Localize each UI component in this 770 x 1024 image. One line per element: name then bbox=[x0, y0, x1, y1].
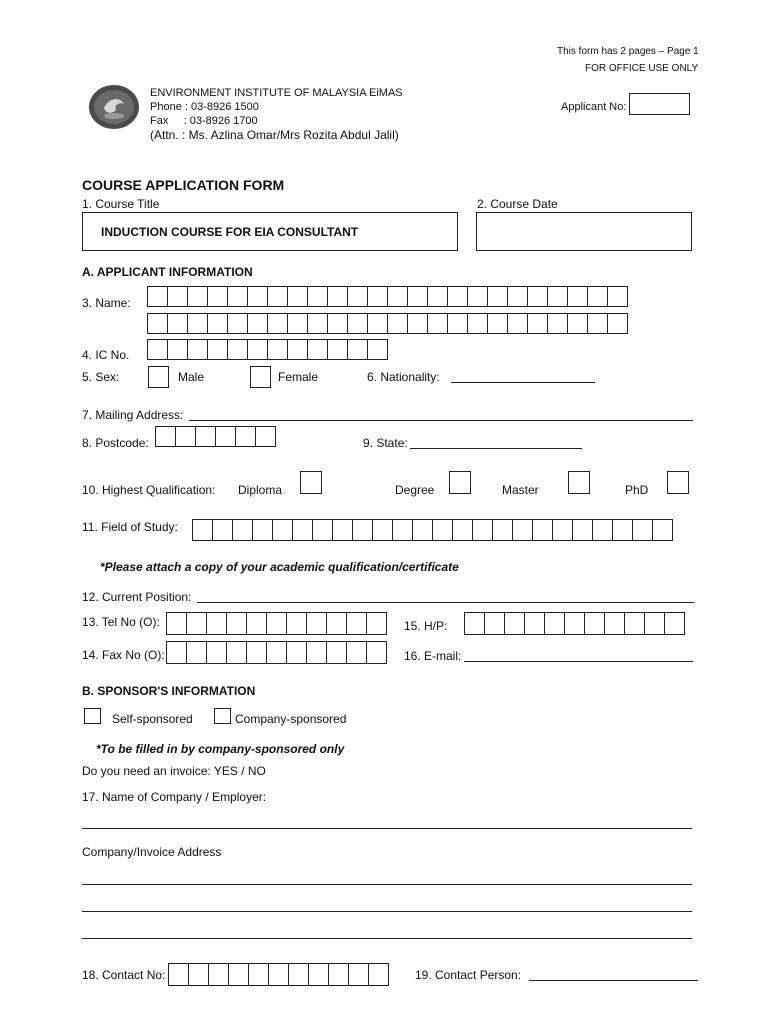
char-box[interactable] bbox=[452, 519, 473, 541]
course-title-value: INDUCTION COURSE FOR EIA CONSULTANT bbox=[101, 225, 359, 239]
char-box[interactable] bbox=[584, 612, 605, 635]
field-boxes[interactable] bbox=[192, 519, 673, 541]
char-box[interactable] bbox=[166, 612, 187, 635]
char-box[interactable] bbox=[175, 426, 196, 447]
section-a-heading: A. APPLICANT INFORMATION bbox=[82, 265, 253, 279]
char-box[interactable] bbox=[306, 612, 327, 635]
char-box[interactable] bbox=[587, 286, 608, 307]
org-fax: Fax : 03-8926 1700 bbox=[150, 115, 258, 127]
char-box[interactable] bbox=[272, 519, 293, 541]
char-box[interactable] bbox=[366, 612, 387, 635]
male-label: Male bbox=[178, 370, 205, 384]
char-box[interactable] bbox=[544, 612, 565, 635]
char-box[interactable] bbox=[407, 286, 428, 307]
char-box[interactable] bbox=[327, 339, 348, 360]
char-box[interactable] bbox=[624, 612, 645, 635]
char-box[interactable] bbox=[287, 313, 308, 334]
char-box[interactable] bbox=[247, 286, 268, 307]
org-name: ENVIRONMENT INSTITUTE OF MALAYSIA EiMAS bbox=[150, 87, 403, 99]
char-box[interactable] bbox=[527, 313, 548, 334]
nationality-field[interactable] bbox=[451, 382, 595, 383]
mailing-field[interactable] bbox=[189, 420, 693, 421]
tel-boxes[interactable] bbox=[166, 612, 387, 635]
fax-label: 14. Fax No (O): bbox=[82, 648, 165, 662]
char-box[interactable] bbox=[327, 313, 348, 334]
char-box[interactable] bbox=[195, 426, 216, 447]
invoice-question: Do you need an invoice: YES / NO bbox=[82, 764, 266, 778]
char-box[interactable] bbox=[268, 963, 289, 986]
name-label: 3. Name: bbox=[82, 296, 131, 310]
char-box[interactable] bbox=[567, 286, 588, 307]
char-box[interactable] bbox=[607, 313, 628, 334]
char-box[interactable] bbox=[644, 612, 665, 635]
char-box[interactable] bbox=[186, 641, 207, 664]
applicant-no-label: Applicant No: bbox=[561, 101, 627, 113]
char-box[interactable] bbox=[487, 313, 508, 334]
char-box[interactable] bbox=[564, 612, 585, 635]
course-title-field[interactable] bbox=[82, 212, 458, 251]
char-box[interactable] bbox=[472, 519, 493, 541]
char-box[interactable] bbox=[207, 339, 228, 360]
male-checkbox[interactable] bbox=[148, 366, 169, 388]
char-box[interactable] bbox=[604, 612, 625, 635]
char-box[interactable] bbox=[412, 519, 433, 541]
qualification-label: 10. Highest Qualification: bbox=[82, 483, 216, 497]
char-box[interactable] bbox=[512, 519, 533, 541]
address-line-1[interactable] bbox=[82, 884, 692, 885]
char-box[interactable] bbox=[527, 286, 548, 307]
char-box[interactable] bbox=[447, 313, 468, 334]
char-box[interactable] bbox=[228, 963, 249, 986]
diploma-label: Diploma bbox=[238, 483, 283, 497]
char-box[interactable] bbox=[387, 313, 408, 334]
char-box[interactable] bbox=[367, 339, 388, 360]
sex-label: 5. Sex: bbox=[82, 370, 120, 384]
company-note: *To be filled in by company-sponsored only bbox=[96, 742, 345, 756]
postcode-boxes[interactable] bbox=[155, 426, 276, 447]
course-title-label: 1. Course Title bbox=[82, 197, 160, 211]
char-box[interactable] bbox=[547, 286, 568, 307]
female-label: Female bbox=[278, 370, 319, 384]
char-box[interactable] bbox=[187, 313, 208, 334]
company-sponsored-checkbox[interactable] bbox=[214, 708, 231, 724]
char-box[interactable] bbox=[307, 313, 328, 334]
name-boxes-row-1[interactable] bbox=[147, 286, 628, 307]
char-box[interactable] bbox=[187, 286, 208, 307]
char-box[interactable] bbox=[348, 963, 369, 986]
char-box[interactable] bbox=[168, 963, 189, 986]
char-box[interactable] bbox=[166, 641, 187, 664]
char-box[interactable] bbox=[266, 612, 287, 635]
char-box[interactable] bbox=[306, 641, 327, 664]
hp-label: 15. H/P: bbox=[404, 619, 448, 633]
char-box[interactable] bbox=[167, 286, 188, 307]
char-box[interactable] bbox=[235, 426, 256, 447]
char-box[interactable] bbox=[287, 286, 308, 307]
char-box[interactable] bbox=[664, 612, 685, 635]
hp-boxes[interactable] bbox=[464, 612, 685, 635]
field-label: 11. Field of Study: bbox=[82, 520, 178, 534]
ic-boxes[interactable] bbox=[147, 339, 388, 360]
char-box[interactable] bbox=[308, 963, 329, 986]
char-box[interactable] bbox=[367, 286, 388, 307]
char-box[interactable] bbox=[532, 519, 553, 541]
char-box[interactable] bbox=[366, 641, 387, 664]
char-box[interactable] bbox=[188, 963, 209, 986]
char-box[interactable] bbox=[432, 519, 453, 541]
char-box[interactable] bbox=[447, 286, 468, 307]
company-sponsored-label: Company-sponsored bbox=[235, 712, 347, 726]
nationality-label: 6. Nationality: bbox=[367, 370, 440, 384]
char-box[interactable] bbox=[507, 286, 528, 307]
char-box[interactable] bbox=[288, 963, 309, 986]
char-box[interactable] bbox=[248, 963, 269, 986]
fax-boxes[interactable] bbox=[166, 641, 387, 664]
state-label: 9. State: bbox=[363, 436, 408, 450]
address-line-2[interactable] bbox=[82, 911, 692, 912]
char-box[interactable] bbox=[155, 426, 176, 447]
char-box[interactable] bbox=[247, 313, 268, 334]
char-box[interactable] bbox=[464, 612, 485, 635]
char-box[interactable] bbox=[392, 519, 413, 541]
applicant-no-box[interactable] bbox=[629, 93, 690, 115]
eimas-logo-icon bbox=[88, 84, 140, 130]
pages-note: This form has 2 pages – Page 1 bbox=[557, 46, 699, 57]
char-box[interactable] bbox=[592, 519, 613, 541]
name-boxes-row-2[interactable] bbox=[147, 313, 628, 334]
char-box[interactable] bbox=[567, 313, 588, 334]
char-box[interactable] bbox=[252, 519, 273, 541]
char-box[interactable] bbox=[352, 519, 373, 541]
form-title: COURSE APPLICATION FORM bbox=[82, 177, 285, 193]
char-box[interactable] bbox=[232, 519, 253, 541]
char-box[interactable] bbox=[504, 612, 525, 635]
char-box[interactable] bbox=[487, 286, 508, 307]
degree-label: Degree bbox=[395, 483, 435, 497]
section-b-heading: B. SPONSOR'S INFORMATION bbox=[82, 684, 256, 698]
char-box[interactable] bbox=[246, 641, 267, 664]
address-line-3[interactable] bbox=[82, 938, 692, 939]
char-box[interactable] bbox=[332, 519, 353, 541]
master-label: Master bbox=[502, 483, 539, 497]
ic-label: 4. IC No. bbox=[82, 348, 130, 362]
char-box[interactable] bbox=[267, 313, 288, 334]
char-box[interactable] bbox=[387, 286, 408, 307]
char-box[interactable] bbox=[467, 313, 488, 334]
char-box[interactable] bbox=[327, 286, 348, 307]
course-date-label: 2. Course Date bbox=[477, 197, 558, 211]
char-box[interactable] bbox=[346, 612, 367, 635]
email-field[interactable] bbox=[464, 661, 693, 662]
char-box[interactable] bbox=[227, 286, 248, 307]
char-box[interactable] bbox=[266, 641, 287, 664]
char-box[interactable] bbox=[206, 641, 227, 664]
office-use-label: FOR OFFICE USE ONLY bbox=[585, 63, 699, 74]
char-box[interactable] bbox=[192, 519, 213, 541]
char-box[interactable] bbox=[147, 339, 168, 360]
email-label: 16. E-mail: bbox=[404, 649, 462, 663]
org-phone: Phone : 03-8926 1500 bbox=[150, 101, 259, 113]
char-box[interactable] bbox=[492, 519, 513, 541]
char-box[interactable] bbox=[607, 286, 628, 307]
contact-person-field[interactable] bbox=[529, 980, 698, 981]
position-field[interactable] bbox=[197, 602, 694, 603]
char-box[interactable] bbox=[167, 313, 188, 334]
female-checkbox[interactable] bbox=[250, 366, 271, 388]
char-box[interactable] bbox=[255, 426, 276, 447]
char-box[interactable] bbox=[427, 313, 448, 334]
char-box[interactable] bbox=[227, 313, 248, 334]
self-sponsored-checkbox[interactable] bbox=[84, 708, 101, 724]
char-box[interactable] bbox=[372, 519, 393, 541]
char-box[interactable] bbox=[292, 519, 313, 541]
char-box[interactable] bbox=[346, 641, 367, 664]
attach-note: *Please attach a copy of your academic qualification/certificate bbox=[100, 560, 459, 574]
char-box[interactable] bbox=[467, 286, 488, 307]
char-box[interactable] bbox=[187, 339, 208, 360]
contact-no-boxes[interactable] bbox=[168, 963, 389, 986]
contact-person-label: 19. Contact Person: bbox=[415, 968, 522, 982]
char-box[interactable] bbox=[147, 313, 168, 334]
char-box[interactable] bbox=[368, 963, 389, 986]
position-label: 12. Current Position: bbox=[82, 590, 192, 604]
char-box[interactable] bbox=[167, 339, 188, 360]
char-box[interactable] bbox=[367, 313, 388, 334]
contact-no-label: 18. Contact No: bbox=[82, 968, 166, 982]
char-box[interactable] bbox=[226, 612, 247, 635]
char-box[interactable] bbox=[312, 519, 333, 541]
self-sponsored-label: Self-sponsored bbox=[112, 712, 193, 726]
company-name-field[interactable] bbox=[82, 828, 692, 829]
char-box[interactable] bbox=[226, 641, 247, 664]
char-box[interactable] bbox=[587, 313, 608, 334]
char-box[interactable] bbox=[147, 286, 168, 307]
char-box[interactable] bbox=[632, 519, 653, 541]
company-name-label: 17. Name of Company / Employer: bbox=[82, 790, 267, 804]
char-box[interactable] bbox=[215, 426, 236, 447]
char-box[interactable] bbox=[347, 339, 368, 360]
char-box[interactable] bbox=[286, 612, 307, 635]
char-box[interactable] bbox=[246, 612, 267, 635]
char-box[interactable] bbox=[427, 286, 448, 307]
tel-label: 13. Tel No (O): bbox=[82, 615, 160, 629]
char-box[interactable] bbox=[307, 339, 328, 360]
char-box[interactable] bbox=[507, 313, 528, 334]
course-date-field[interactable] bbox=[476, 212, 692, 251]
char-box[interactable] bbox=[524, 612, 545, 635]
char-box[interactable] bbox=[326, 612, 347, 635]
char-box[interactable] bbox=[207, 313, 228, 334]
address-label: Company/Invoice Address bbox=[82, 845, 222, 859]
degree-checkbox[interactable] bbox=[449, 471, 471, 494]
state-field[interactable] bbox=[410, 448, 582, 449]
char-box[interactable] bbox=[407, 313, 428, 334]
char-box[interactable] bbox=[206, 612, 227, 635]
char-box[interactable] bbox=[652, 519, 673, 541]
char-box[interactable] bbox=[328, 963, 349, 986]
postcode-label: 8. Postcode: bbox=[82, 436, 149, 450]
diploma-checkbox[interactable] bbox=[300, 471, 322, 494]
char-box[interactable] bbox=[612, 519, 633, 541]
phd-checkbox[interactable] bbox=[667, 471, 689, 494]
char-box[interactable] bbox=[267, 286, 288, 307]
phd-label: PhD bbox=[625, 483, 649, 497]
char-box[interactable] bbox=[207, 286, 228, 307]
char-box[interactable] bbox=[307, 286, 328, 307]
char-box[interactable] bbox=[227, 339, 248, 360]
mailing-label: 7. Mailing Address: bbox=[82, 408, 184, 422]
char-box[interactable] bbox=[547, 313, 568, 334]
char-box[interactable] bbox=[247, 339, 268, 360]
char-box[interactable] bbox=[347, 313, 368, 334]
char-box[interactable] bbox=[208, 963, 229, 986]
master-checkbox[interactable] bbox=[568, 471, 590, 494]
char-box[interactable] bbox=[326, 641, 347, 664]
org-attn: (Attn. : Ms. Azlina Omar/Mrs Rozita Abdul Jalil) bbox=[150, 128, 399, 142]
char-box[interactable] bbox=[572, 519, 593, 541]
char-box[interactable] bbox=[347, 286, 368, 307]
char-box[interactable] bbox=[186, 612, 207, 635]
char-box[interactable] bbox=[212, 519, 233, 541]
char-box[interactable] bbox=[286, 641, 307, 664]
char-box[interactable] bbox=[267, 339, 288, 360]
char-box[interactable] bbox=[287, 339, 308, 360]
char-box[interactable] bbox=[484, 612, 505, 635]
char-box[interactable] bbox=[552, 519, 573, 541]
